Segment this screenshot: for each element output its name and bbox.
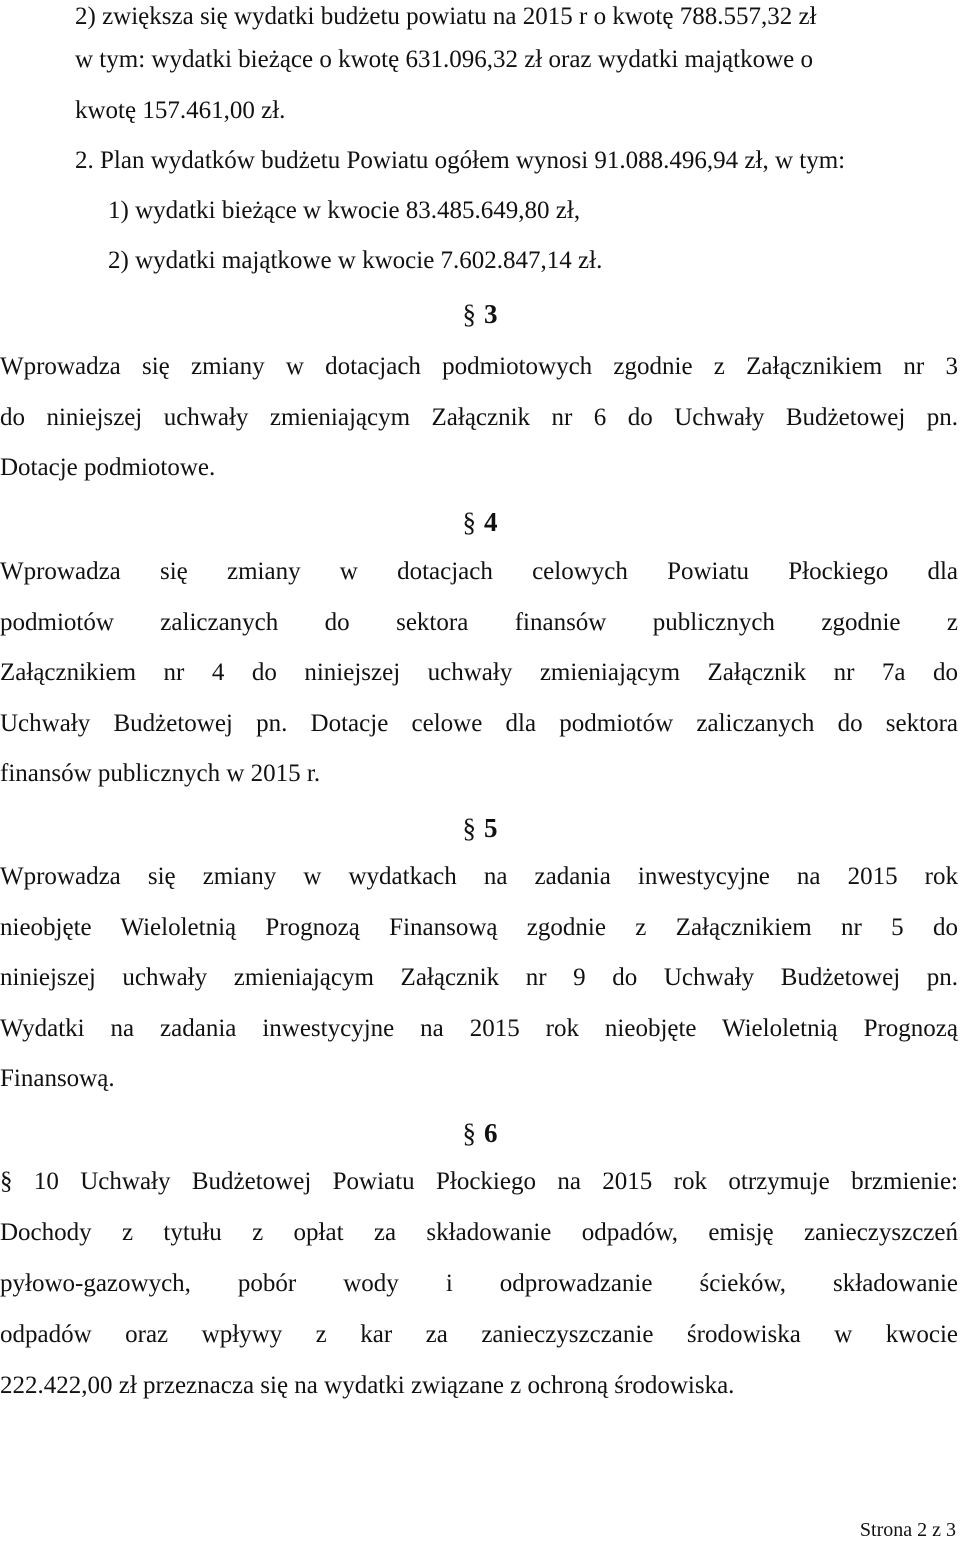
- section-3-heading: [0, 298, 960, 330]
- section-sign: §: [462, 1118, 476, 1148]
- section-sign: §: [462, 507, 476, 537]
- section-5-line: Wprowadza się zmiany w wydatkach na zadania inwestycyjne na 2015 rok: [0, 863, 958, 890]
- section-6-line: 222.422,00 zł przeznacza się na wydatki związane z ochroną środowiska.: [0, 1372, 735, 1399]
- section-4-line: Wprowadza się zmiany w dotacjach celowych Powiatu Płockiego dla: [0, 558, 958, 585]
- section-3-line: Dotacje podmiotowe.: [0, 454, 216, 481]
- section-5-line: Finansową.: [0, 1065, 115, 1092]
- section-number: 5: [484, 813, 498, 843]
- section-4-line: Załącznikiem nr 4 do niniejszej uchwały zmieniającym Załącznik nr 7a do: [0, 659, 958, 686]
- section-5-line: niniejszej uchwały zmieniającym Załącznik nr 9 do Uchwały Budżetowej pn.: [0, 964, 958, 991]
- section-number: 3: [484, 299, 498, 329]
- section-sign: §: [462, 299, 476, 329]
- section-6-heading: [0, 1117, 960, 1149]
- section-4-line: podmiotów zaliczanych do sektora finansów publicznych zgodnie z: [0, 609, 958, 636]
- point-2-heading: 2. Plan wydatków budżetu Powiatu ogółem wynosi 91.088.496,94 zł, w tym:: [75, 147, 846, 174]
- section-5-line: Wydatki na zadania inwestycyjne na 2015 rok nieobjęte Wieloletnią Prognozą: [0, 1015, 958, 1042]
- section-6-line: Dochody z tytułu z opłat za składowanie odpadów, emisję zanieczyszczeń: [0, 1219, 958, 1246]
- section-3-line: do niniejszej uchwały zmieniającym Załącznik nr 6 do Uchwały Budżetowej pn.: [0, 404, 958, 431]
- point-2-sub-2: 2) wydatki majątkowe w kwocie 7.602.847,14 zł.: [108, 247, 603, 274]
- section-4-line: Uchwały Budżetowej pn. Dotacje celowe dla podmiotów zaliczanych do sektora: [0, 710, 958, 737]
- section-6-line: § 10 Uchwały Budżetowej Powiatu Płockiego na 2015 rok otrzymuje brzmienie:: [0, 1168, 958, 1195]
- section-4-line: finansów publicznych w 2015 r.: [0, 760, 321, 787]
- section-6-line: odpadów oraz wpływy z kar za zanieczyszczanie środowiska w kwocie: [0, 1321, 958, 1348]
- section-sign: §: [462, 813, 476, 843]
- page-number-footer: Strona 2 z 3: [859, 1519, 956, 1541]
- item-2-line-1: 2) zwiększa się wydatki budżetu powiatu na 2015 r o kwotę 788.557,32 zł: [75, 3, 817, 30]
- section-5-heading: [0, 812, 960, 844]
- section-6-line: pyłowo-gazowych, pobór wody i odprowadzanie ścieków, składowanie: [0, 1270, 958, 1297]
- item-2-line-2: w tym: wydatki bieżące o kwotę 631.096,32 zł oraz wydatki majątkowe o: [75, 46, 813, 73]
- section-4-heading: [0, 506, 960, 538]
- item-2-line-3: kwotę 157.461,00 zł.: [75, 97, 286, 124]
- section-3-line: Wprowadza się zmiany w dotacjach podmiotowych zgodnie z Załącznikiem nr 3: [0, 353, 958, 380]
- section-number: 4: [484, 507, 498, 537]
- section-5-line: nieobjęte Wieloletnią Prognozą Finansową zgodnie z Załącznikiem nr 5 do: [0, 914, 958, 941]
- section-number: 6: [484, 1118, 498, 1148]
- point-2-sub-1: 1) wydatki bieżące w kwocie 83.485.649,80 zł,: [108, 197, 581, 224]
